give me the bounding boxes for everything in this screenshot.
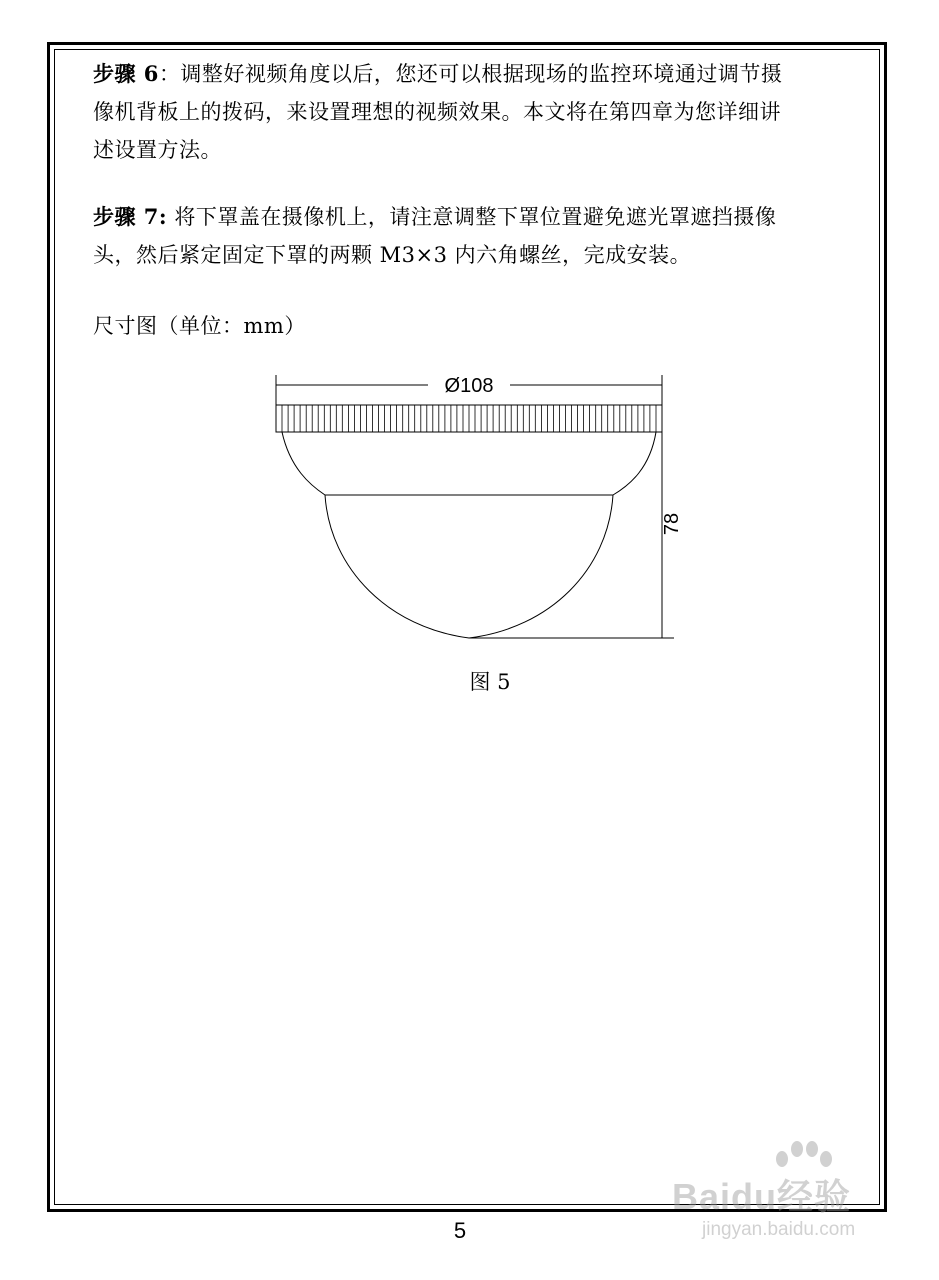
step6-paragraph — [93, 55, 861, 169]
housing-upper-body — [282, 432, 656, 495]
step6-line-1: ：调整好视频角度以后，您还可以根据现场的监控环境通过调节摄 — [158, 62, 783, 86]
step6-label: 步骤 6 — [93, 61, 159, 86]
watermark-url: jingyan.baidu.com — [702, 1219, 856, 1240]
step7-label: 步骤 7: — [93, 204, 168, 229]
dome-cover — [325, 495, 613, 638]
watermark-brand: Baidu经验 — [672, 1176, 852, 1217]
diameter-label: Ø108 — [444, 375, 494, 397]
step6-line-2: 像机背板上的拨码，来设置理想的视频效果。本文将在第四章为您详细讲 — [93, 100, 781, 124]
step7-paragraph — [93, 198, 861, 274]
dimension-title: 尺寸图（单位：mm） — [93, 314, 306, 338]
knurl-lines — [282, 405, 656, 432]
step6-line-3: 述设置方法。 — [93, 138, 222, 162]
step7-line-2: 头，然后紧定固定下罩的两颗 M3×3 内六角螺丝，完成安装。 — [93, 243, 692, 267]
figure-caption: 图 5 — [469, 670, 511, 694]
height-label: 78 — [661, 512, 683, 536]
page-number: 5 — [453, 1218, 467, 1243]
step7-line-1: 将下罩盖在摄像机上，请注意调整下罩位置避免遮光罩遮挡摄像 — [167, 205, 777, 229]
dome-camera-dimension-drawing — [260, 360, 690, 650]
baidu-jingyan-watermark — [672, 1137, 884, 1272]
